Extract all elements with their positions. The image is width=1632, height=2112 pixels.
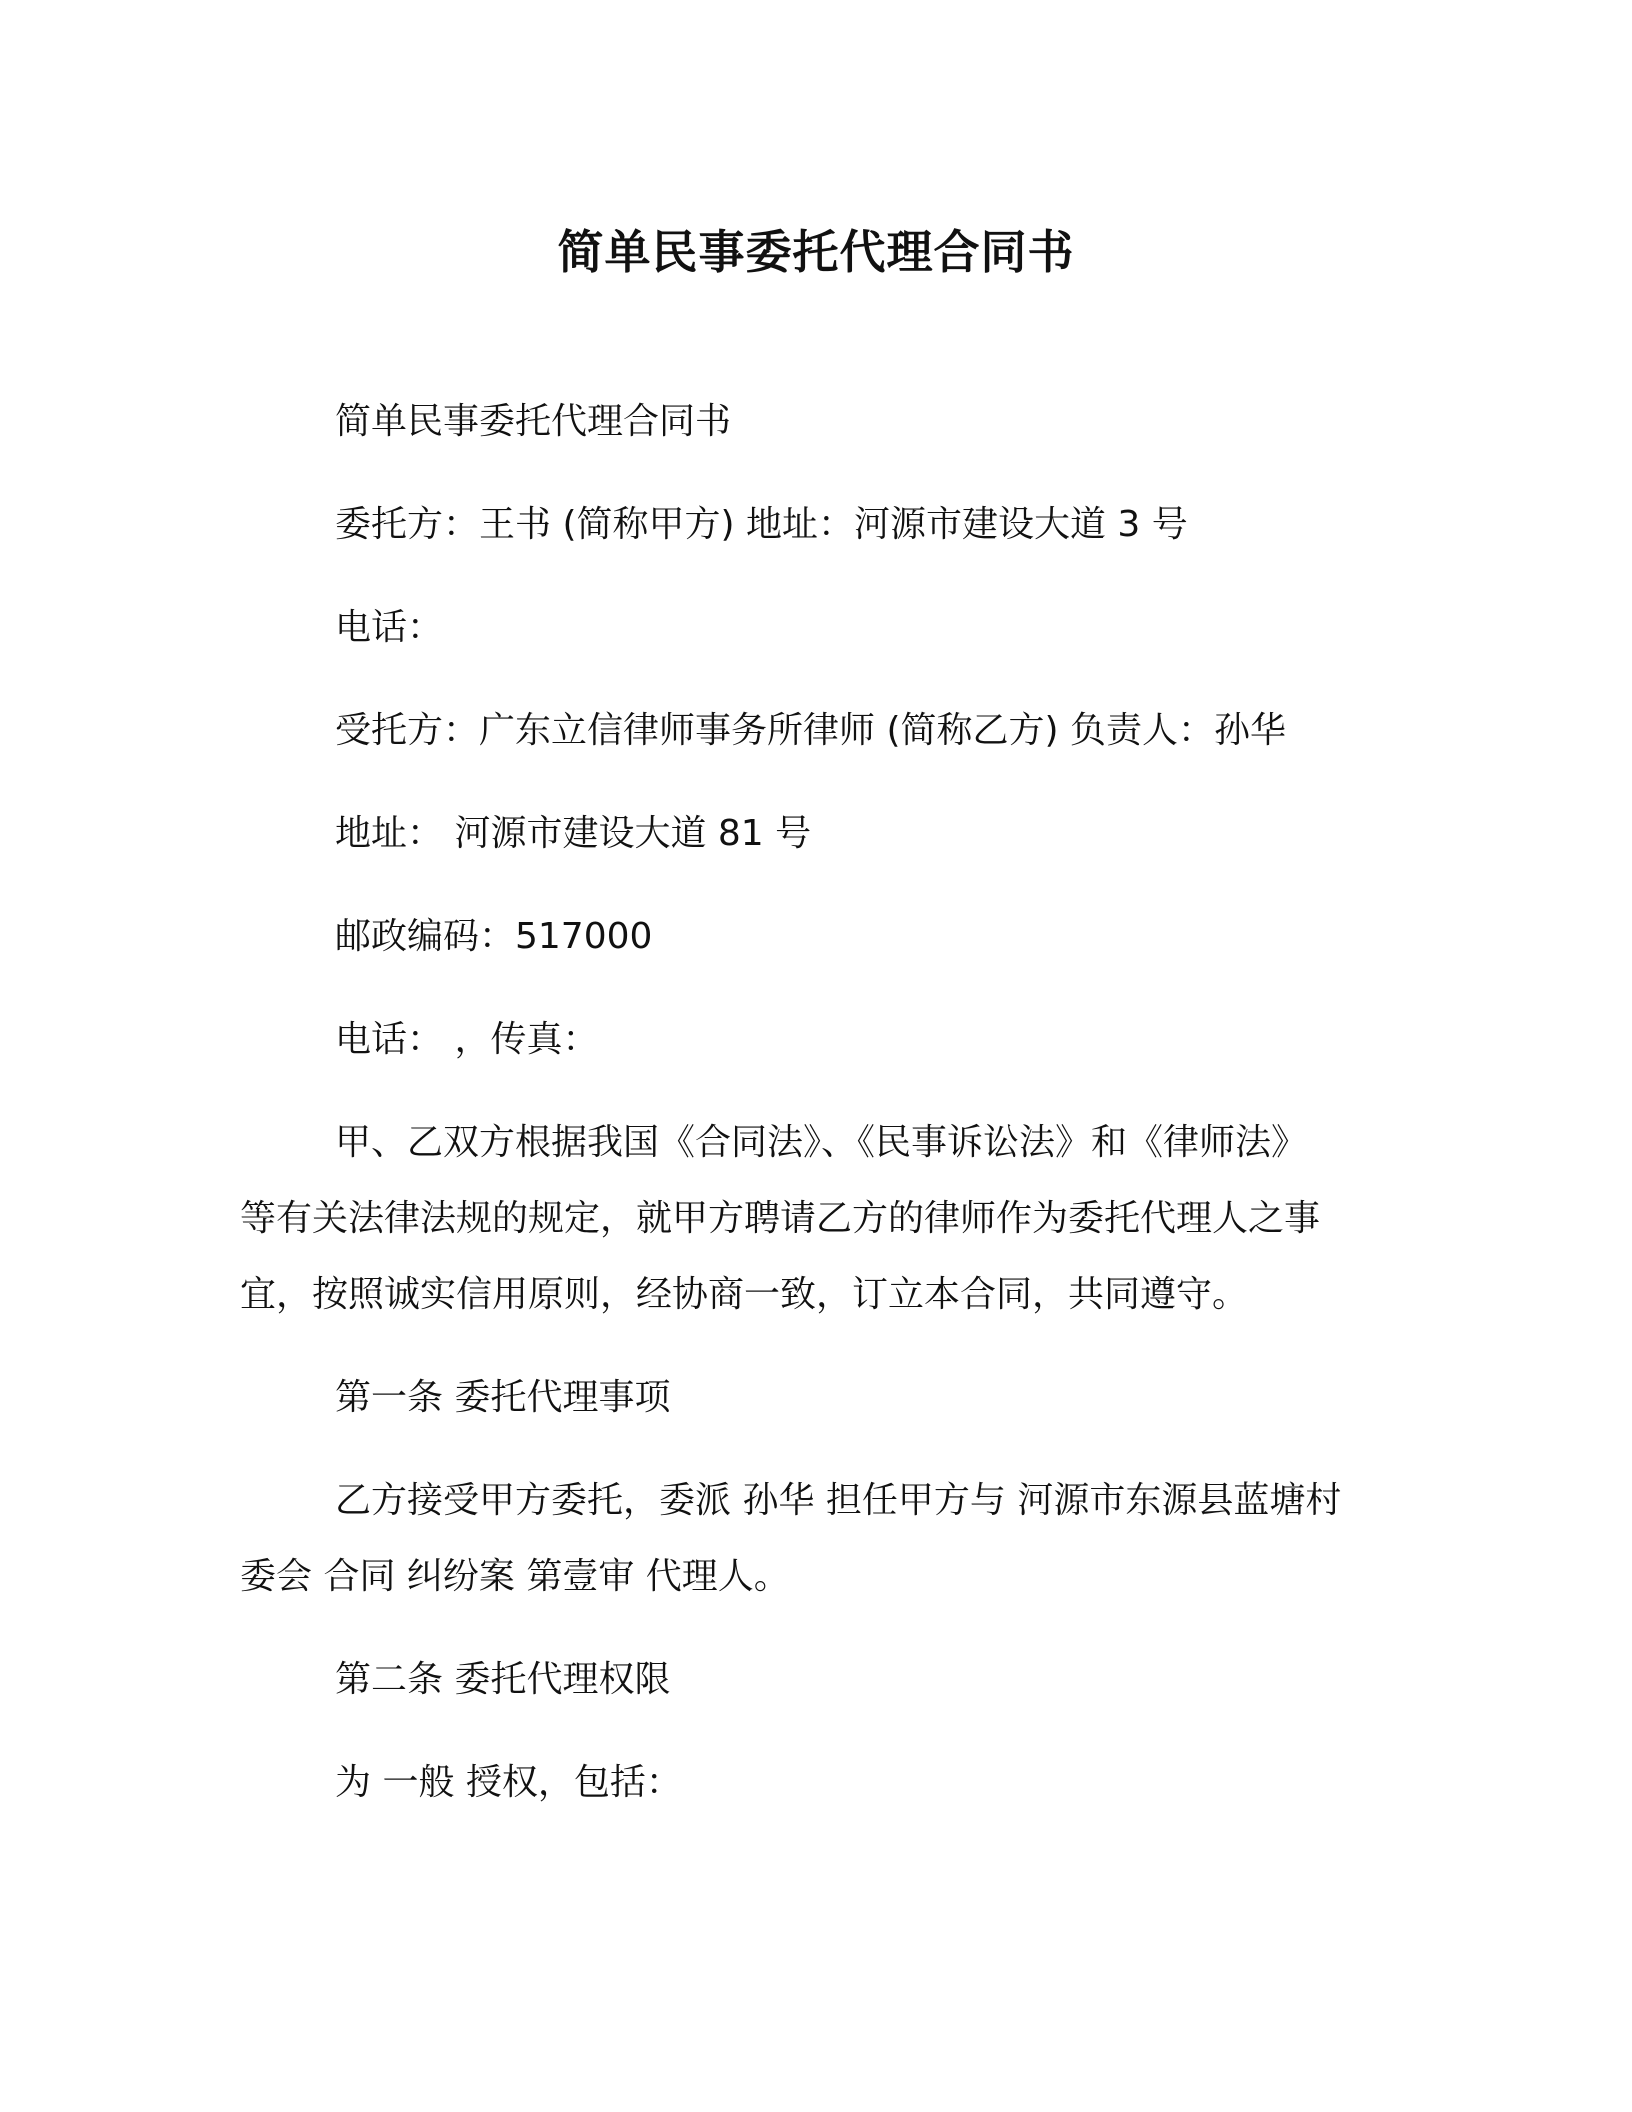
document-title: 简单民事委托代理合同书 (557, 225, 1075, 279)
agent-line: 受托方：广东立信律师事务所律师 (简称乙方) 负责人：孙华 (335, 710, 1286, 751)
client-phone-line: 电话： (335, 607, 444, 648)
subtitle-line: 简单民事委托代理合同书 (335, 401, 732, 442)
article-1-line-2: 委会 合同 纠纷案 第壹审 代理人。 (240, 1556, 790, 1597)
article-2-heading: 第二条 委托代理权限 (335, 1659, 671, 1700)
article-1-line-1: 乙方接受甲方委托，委派 孙华 担任甲方与 河源市东源县蓝塘村 (335, 1480, 1342, 1521)
preamble-line-2: 等有关法律法规的规定，就甲方聘请乙方的律师作为委托代理人之事 (240, 1198, 1321, 1239)
article-2-line-1: 为 一般 授权，包括： (335, 1762, 682, 1803)
agent-address-line: 地址： 河源市建设大道 81 号 (335, 813, 812, 854)
preamble-line-3: 宜，按照诚实信用原则，经协商一致，订立本合同，共同遵守。 (240, 1274, 1249, 1315)
postal-code-line: 邮政编码：517000 (335, 916, 653, 957)
article-1-heading: 第一条 委托代理事项 (335, 1377, 671, 1418)
preamble-line-1: 甲、乙双方根据我国《合同法》、《民事诉讼法》和《律师法》 (335, 1122, 1308, 1163)
client-line: 委托方：王书 (简称甲方) 地址：河源市建设大道 3 号 (335, 504, 1188, 545)
phone-fax-line: 电话： ，传真： (335, 1019, 599, 1060)
